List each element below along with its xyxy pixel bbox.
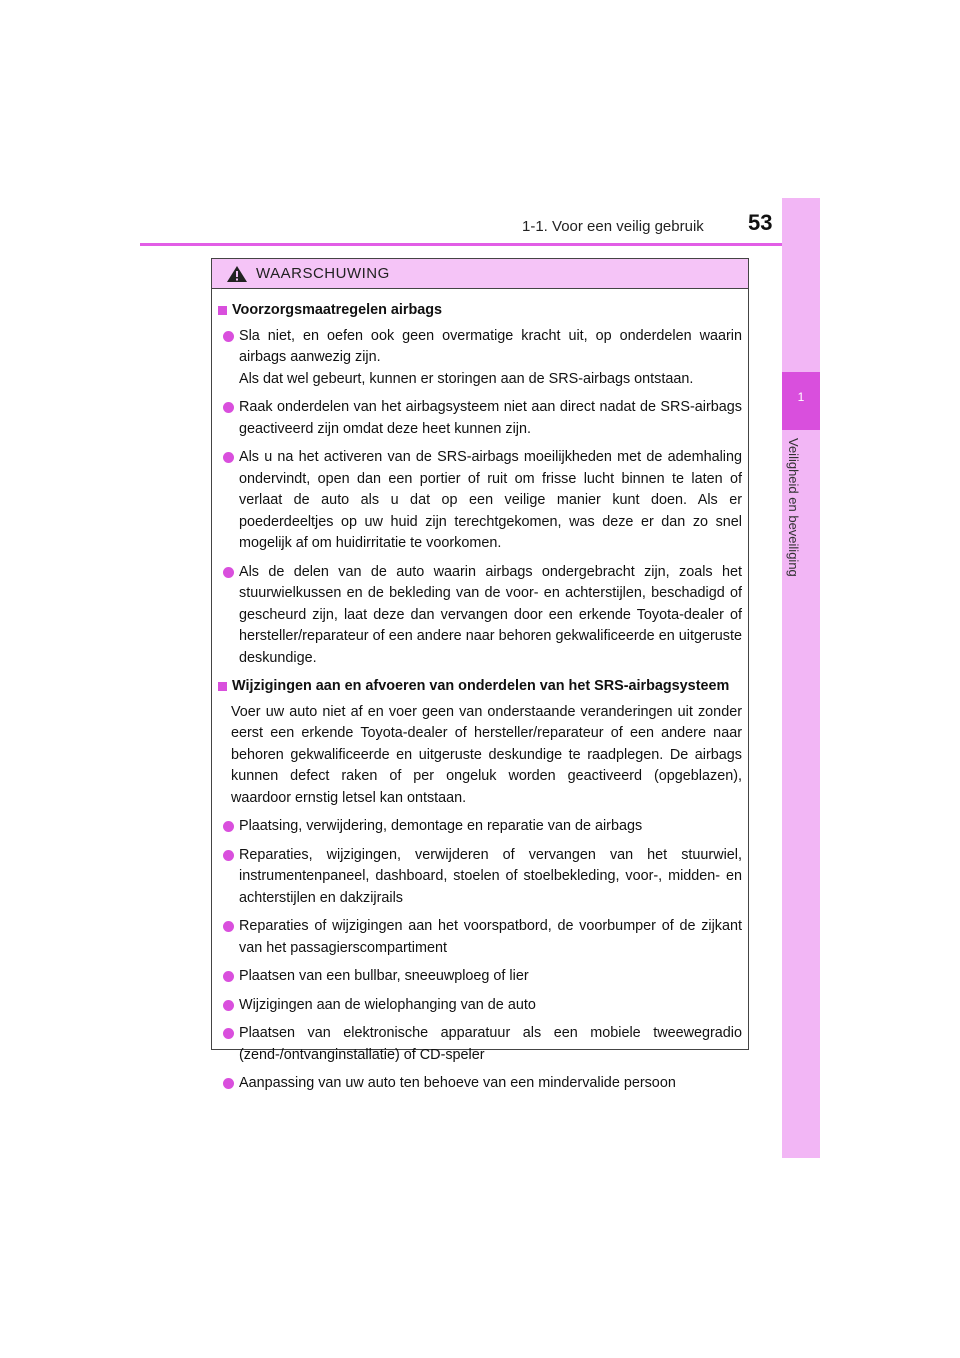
side-chapter-number: 1: [797, 390, 805, 404]
round-bullet-icon: [223, 402, 234, 413]
page-number: 53: [748, 210, 773, 235]
side-tab-strip: [782, 198, 820, 1158]
round-bullet-icon: [223, 567, 234, 578]
list-item-text: Reparaties of wijzigingen aan het voorspatbord, de voorbumper of de zijkant van het passagierscompartiment: [239, 918, 742, 956]
list-item: [223, 916, 742, 959]
round-bullet-icon: [223, 331, 234, 342]
round-bullet-icon: [223, 971, 234, 982]
round-bullet-icon: [223, 1000, 234, 1011]
round-bullet-icon: [223, 821, 234, 832]
round-bullet-icon: [223, 850, 234, 861]
section-heading: [218, 300, 742, 322]
list-item-text: Plaatsen van een bullbar, sneeuwploeg of lier: [239, 968, 529, 984]
list-item: [223, 1023, 742, 1066]
warning-body: [212, 289, 748, 1095]
list-item: [223, 845, 742, 910]
list-item: [223, 1073, 742, 1095]
list-item-text: Als dat wel gebeurt, kunnen er storingen aan de SRS-airbags ontstaan.: [239, 370, 694, 387]
list-item: [223, 995, 742, 1017]
warning-title: WAARSCHUWING: [256, 265, 390, 282]
list-item-text: Plaatsing, verwijdering, demontage en reparatie van de airbags: [239, 818, 643, 834]
section-heading-text: Voorzorgsmaatregelen airbags: [232, 302, 443, 318]
running-header: 1-1. Voor een veilig gebruik: [522, 218, 704, 235]
list-item-text: Plaatsen van elektronische apparatuur als een mobiele tweewegradio (zend-/ontvanginstallatie) of CD-speler: [239, 1025, 742, 1063]
list-item: [223, 562, 742, 670]
list-item-text: Sla niet, en oefen ook geen overmatige kracht uit, op onderdelen waarin airbags aanwezig zijn.: [239, 327, 742, 365]
list-item: [223, 966, 742, 988]
section-intro: Voer uw auto niet af en voer geen van onderstaande veranderingen uit zonder eerst een erkende Toyota-dealer of hersteller/reparateur of een andere naar behoren gekwalificeerde en uitgeruste deskundige te raadplegen. De airbags kunnen defect raken of per ongeluk worden geactiveerd (opgeblazen), waardoor ernstig letsel kan ontstaan.: [231, 703, 742, 806]
list-item-text: Raak onderdelen van het airbagsysteem niet aan direct nadat de SRS-airbags geactiveerd zijn omdat deze heet kunnen zijn.: [239, 399, 742, 437]
list-item-text: Reparaties, wijzigingen, verwijderen of vervangen van het stuurwiel, instrumentenpaneel, dashboard, stoelen of stoelbekleding, voor-, midden- en achterstijlen en dakzijrails: [239, 846, 742, 906]
list-item-text: Als u na het activeren van de SRS-airbags moeilijkheden met de ademhaling ondervindt, open dan een portier of ruit om frisse lucht binnen te laten of verlaat de auto als u dat op een veilige manier kunt doen. Als er poederdeeltjes op uw huid zijn terechtgekomen, was deze er dan zo snel mogelijk af om huidirritatie te voorkomen.: [239, 449, 742, 551]
list-item-text: Aanpassing van uw auto ten behoeve van een mindervalide persoon: [239, 1075, 676, 1091]
warning-box: [211, 258, 749, 1091]
list-item: [223, 447, 742, 555]
warning-header: [212, 259, 748, 289]
side-chapter-title: Veiligheid en beveiliging: [786, 438, 801, 577]
list-item: [223, 326, 742, 391]
round-bullet-icon: [223, 452, 234, 463]
warning-triangle-icon: [226, 265, 248, 283]
section-heading: [218, 676, 742, 698]
round-bullet-icon: [223, 1078, 234, 1089]
section-heading-text: Wijzigingen aan en afvoeren van onderdelen van het SRS-airbagsysteem: [232, 678, 730, 694]
list-item-text: Wijzigingen aan de wielophanging van de auto: [239, 996, 536, 1013]
list-item-text: Als de delen van de auto waarin airbags ondergebracht zijn, zoals het stuurwielkussen en de bekleding van de voor- en achterstijlen, beschadigd of gescheurd zijn, laat deze dan vervangen door een erkende Toyota-dealer of hersteller/reparateur of een andere naar behoren gekwalificeerde en uitgeruste deskundige.: [239, 563, 742, 666]
list-item: [223, 816, 742, 838]
square-bullet-icon: [218, 306, 227, 315]
round-bullet-icon: [223, 921, 234, 932]
round-bullet-icon: [223, 1028, 234, 1039]
header-divider: [140, 243, 820, 246]
list-item: [223, 397, 742, 440]
square-bullet-icon: [218, 682, 227, 691]
